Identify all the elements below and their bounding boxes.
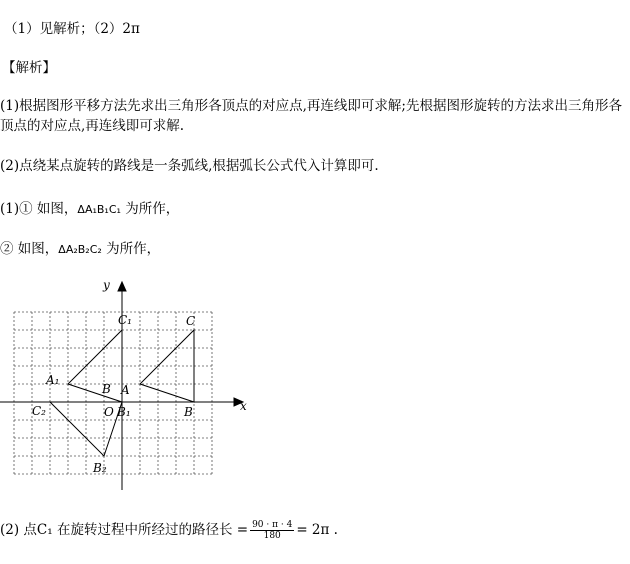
label-o: O — [104, 405, 114, 419]
step-three — [0, 516, 338, 544]
step-three-prefix: (2) 点C₁ 在旋转过程中所经过的路径长 = — [0, 522, 249, 538]
fraction-numerator: 90 · π · 4 — [252, 520, 293, 530]
coordinate-diagram — [0, 276, 260, 496]
step-two-triangle: ΔA₂B₂C₂ — [58, 243, 102, 256]
answer-line: （1）见解析；（2）2π — [4, 21, 140, 37]
analysis-heading: 【解析】 — [2, 60, 56, 76]
label-b-right: B — [184, 405, 193, 419]
label-c2: C₂ — [32, 404, 46, 418]
y-axis-label: y — [103, 278, 110, 292]
step-two — [0, 240, 160, 259]
arc-length-fraction — [250, 520, 294, 541]
label-b: B — [102, 382, 111, 396]
step-two-prefix: ② 如图， — [0, 241, 59, 257]
label-a1: A₁ — [46, 373, 60, 387]
step-two-suffix: 为所作， — [101, 241, 161, 257]
dashed-grid — [14, 312, 212, 474]
label-c: C — [186, 314, 196, 328]
step-one — [0, 200, 179, 219]
step-three-result: = 2π . — [296, 522, 338, 538]
label-a: A — [121, 383, 130, 397]
label-b1: B₁ — [117, 405, 131, 419]
label-c1: C₁ — [118, 313, 132, 327]
x-axis-label: x — [240, 399, 247, 413]
step-one-triangle: ΔA₁B₁C₁ — [77, 203, 121, 216]
fraction-denominator: 180 — [263, 531, 281, 541]
step-one-suffix: 为所作， — [120, 201, 180, 217]
hint-two: (2)点绕某点旋转的路线是一条弧线,根据弧长公式代入计算即可. — [0, 158, 379, 174]
hint-one: (1)根据图形平移方法先求出三角形各顶点的对应点,再连线即可求解;先根据图形旋转的方法求出三角形各顶点的对应点,再连线即可求解. — [0, 98, 622, 134]
label-b2: B₂ — [93, 461, 107, 475]
step-one-prefix: (1)① 如图， — [0, 201, 78, 217]
